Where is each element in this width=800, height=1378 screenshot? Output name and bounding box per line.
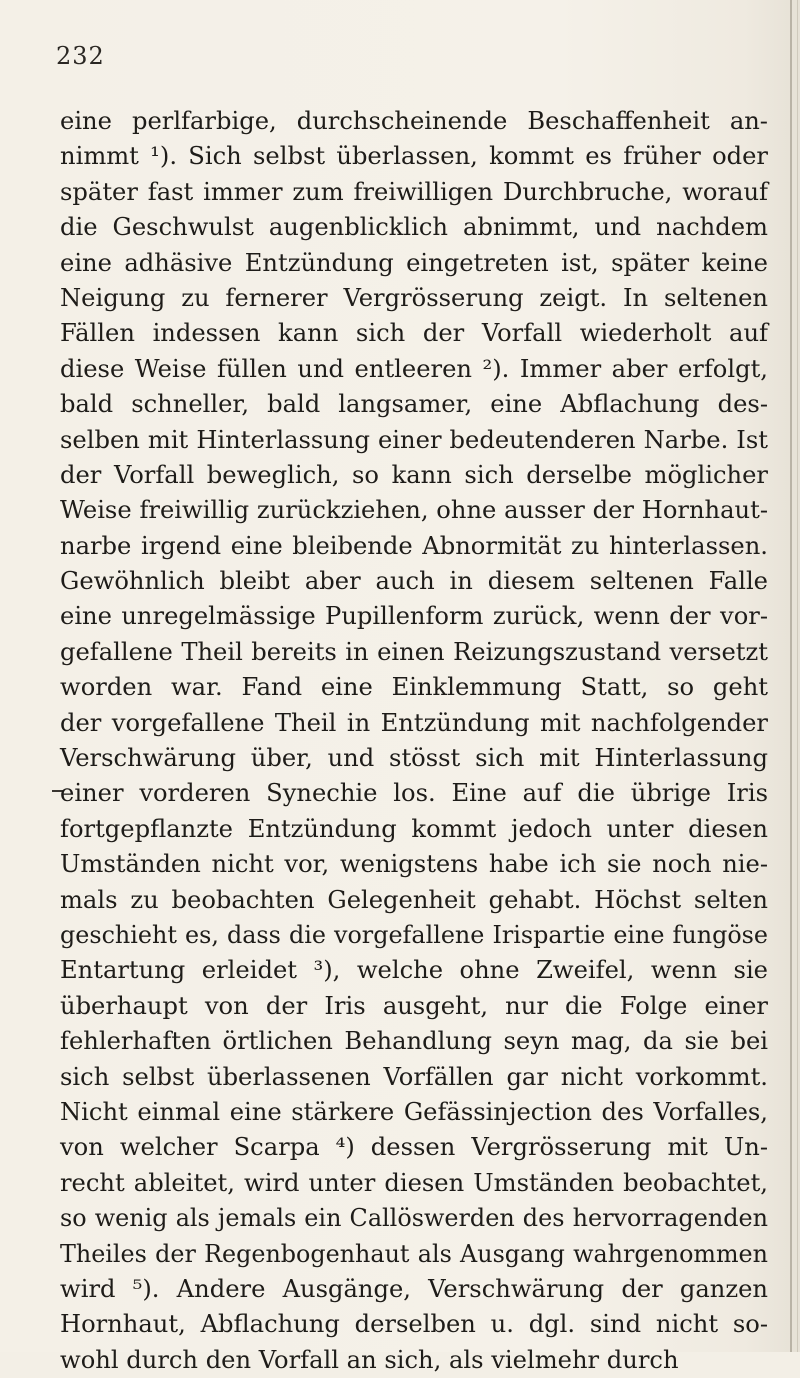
text-line: wohl durch den Vorfall an sich, als vielmehr durch bbox=[60, 1345, 679, 1374]
text-line: geschieht es, dass die vorgefallene Irispartie eine fungöse bbox=[60, 920, 768, 949]
text-line: mals zu beobachten Gelegenheit gehabt. Höchst selten bbox=[60, 885, 768, 914]
text-line: eine adhäsive Entzündung eingetreten ist, später keine bbox=[60, 248, 768, 277]
text-line: einer vorderen Synechie los. Eine auf die übrige Iris bbox=[60, 779, 768, 808]
text-line: die Geschwulst augenblicklich abnimmt, und nachdem bbox=[60, 213, 768, 242]
text-line: Neigung zu fernerer Vergrösserung zeigt. In seltenen bbox=[60, 283, 768, 312]
text-line: fehlerhaften örtlichen Behandlung seyn mag, da sie bei bbox=[60, 1027, 768, 1056]
text-line: Verschwärung über, und stösst sich mit Hinterlassung bbox=[60, 744, 768, 773]
page-edge-shadow bbox=[790, 0, 792, 1352]
text-line: gefallene Theil bereits in einen Reizungszustand versetzt bbox=[60, 637, 768, 666]
text-line: narbe irgend eine bleibende Abnormität zu hinterlassen. bbox=[60, 531, 768, 560]
text-line: der vorgefallene Theil in Entzündung mit nachfolgender bbox=[60, 708, 768, 737]
text-line: Fällen indessen kann sich der Vorfall wiederholt auf bbox=[60, 319, 768, 348]
text-line: worden war. Fand eine Einklemmung Statt, so geht bbox=[60, 673, 768, 702]
text-line: diese Weise füllen und entleeren ²). Immer aber erfolgt, bbox=[60, 354, 768, 383]
text-line: später fast immer zum freiwilligen Durchbruche, worauf bbox=[60, 177, 768, 206]
page-edge-line bbox=[797, 0, 798, 1352]
text-line: fortgepflanzte Entzündung kommt jedoch unter diesen bbox=[60, 814, 768, 843]
text-line: Umständen nicht vor, wenigstens habe ich sie noch nie- bbox=[60, 850, 768, 879]
text-line: recht ableitet, wird unter diesen Umständen beobachtet, bbox=[60, 1168, 768, 1197]
text-line: selben mit Hinterlassung einer bedeutenderen Narbe. Ist bbox=[60, 425, 768, 454]
text-line: Theiles der Regenbogenhaut als Ausgang wahrgenommen bbox=[60, 1239, 768, 1268]
text-line: wird ⁵). Andere Ausgänge, Verschwärung der ganzen bbox=[60, 1274, 768, 1303]
text-line: überhaupt von der Iris ausgeht, nur die Folge einer bbox=[60, 991, 768, 1020]
text-line: Entartung erleidet ³), welche ohne Zweifel, wenn sie bbox=[60, 956, 768, 985]
text-line: Hornhaut, Abflachung derselben u. dgl. sind nicht so- bbox=[60, 1310, 768, 1339]
text-line: der Vorfall beweglich, so kann sich derselbe möglicher bbox=[60, 460, 768, 489]
page-number: 232 bbox=[56, 42, 105, 70]
text-line: eine perlfarbige, durchscheinende Beschaffenheit an- bbox=[60, 107, 768, 135]
text-line: Gewöhnlich bleibt aber auch in diesem seltenen Falle bbox=[60, 567, 768, 596]
text-line: Weise freiwillig zurückziehen, ohne ausser der Hornhaut- bbox=[60, 496, 768, 525]
text-line: bald schneller, bald langsamer, eine Abflachung des- bbox=[60, 390, 768, 419]
text-line: Nicht einmal eine stärkere Gefässinjection des Vorfalles, bbox=[60, 1097, 768, 1126]
text-line: nimmt ¹). Sich selbst überlassen, kommt es früher oder bbox=[60, 142, 768, 171]
text-line: so wenig als jemals ein Callöswerden des hervorragenden bbox=[60, 1204, 768, 1233]
text-line: von welcher Scarpa ⁴) dessen Vergrösserung mit Un- bbox=[60, 1133, 768, 1162]
text-line: eine unregelmässige Pupillenform zurück, wenn der vor- bbox=[60, 602, 768, 631]
text-line: sich selbst überlassenen Vorfällen gar nicht vorkommt. bbox=[60, 1062, 768, 1091]
body-text bbox=[60, 104, 768, 1378]
